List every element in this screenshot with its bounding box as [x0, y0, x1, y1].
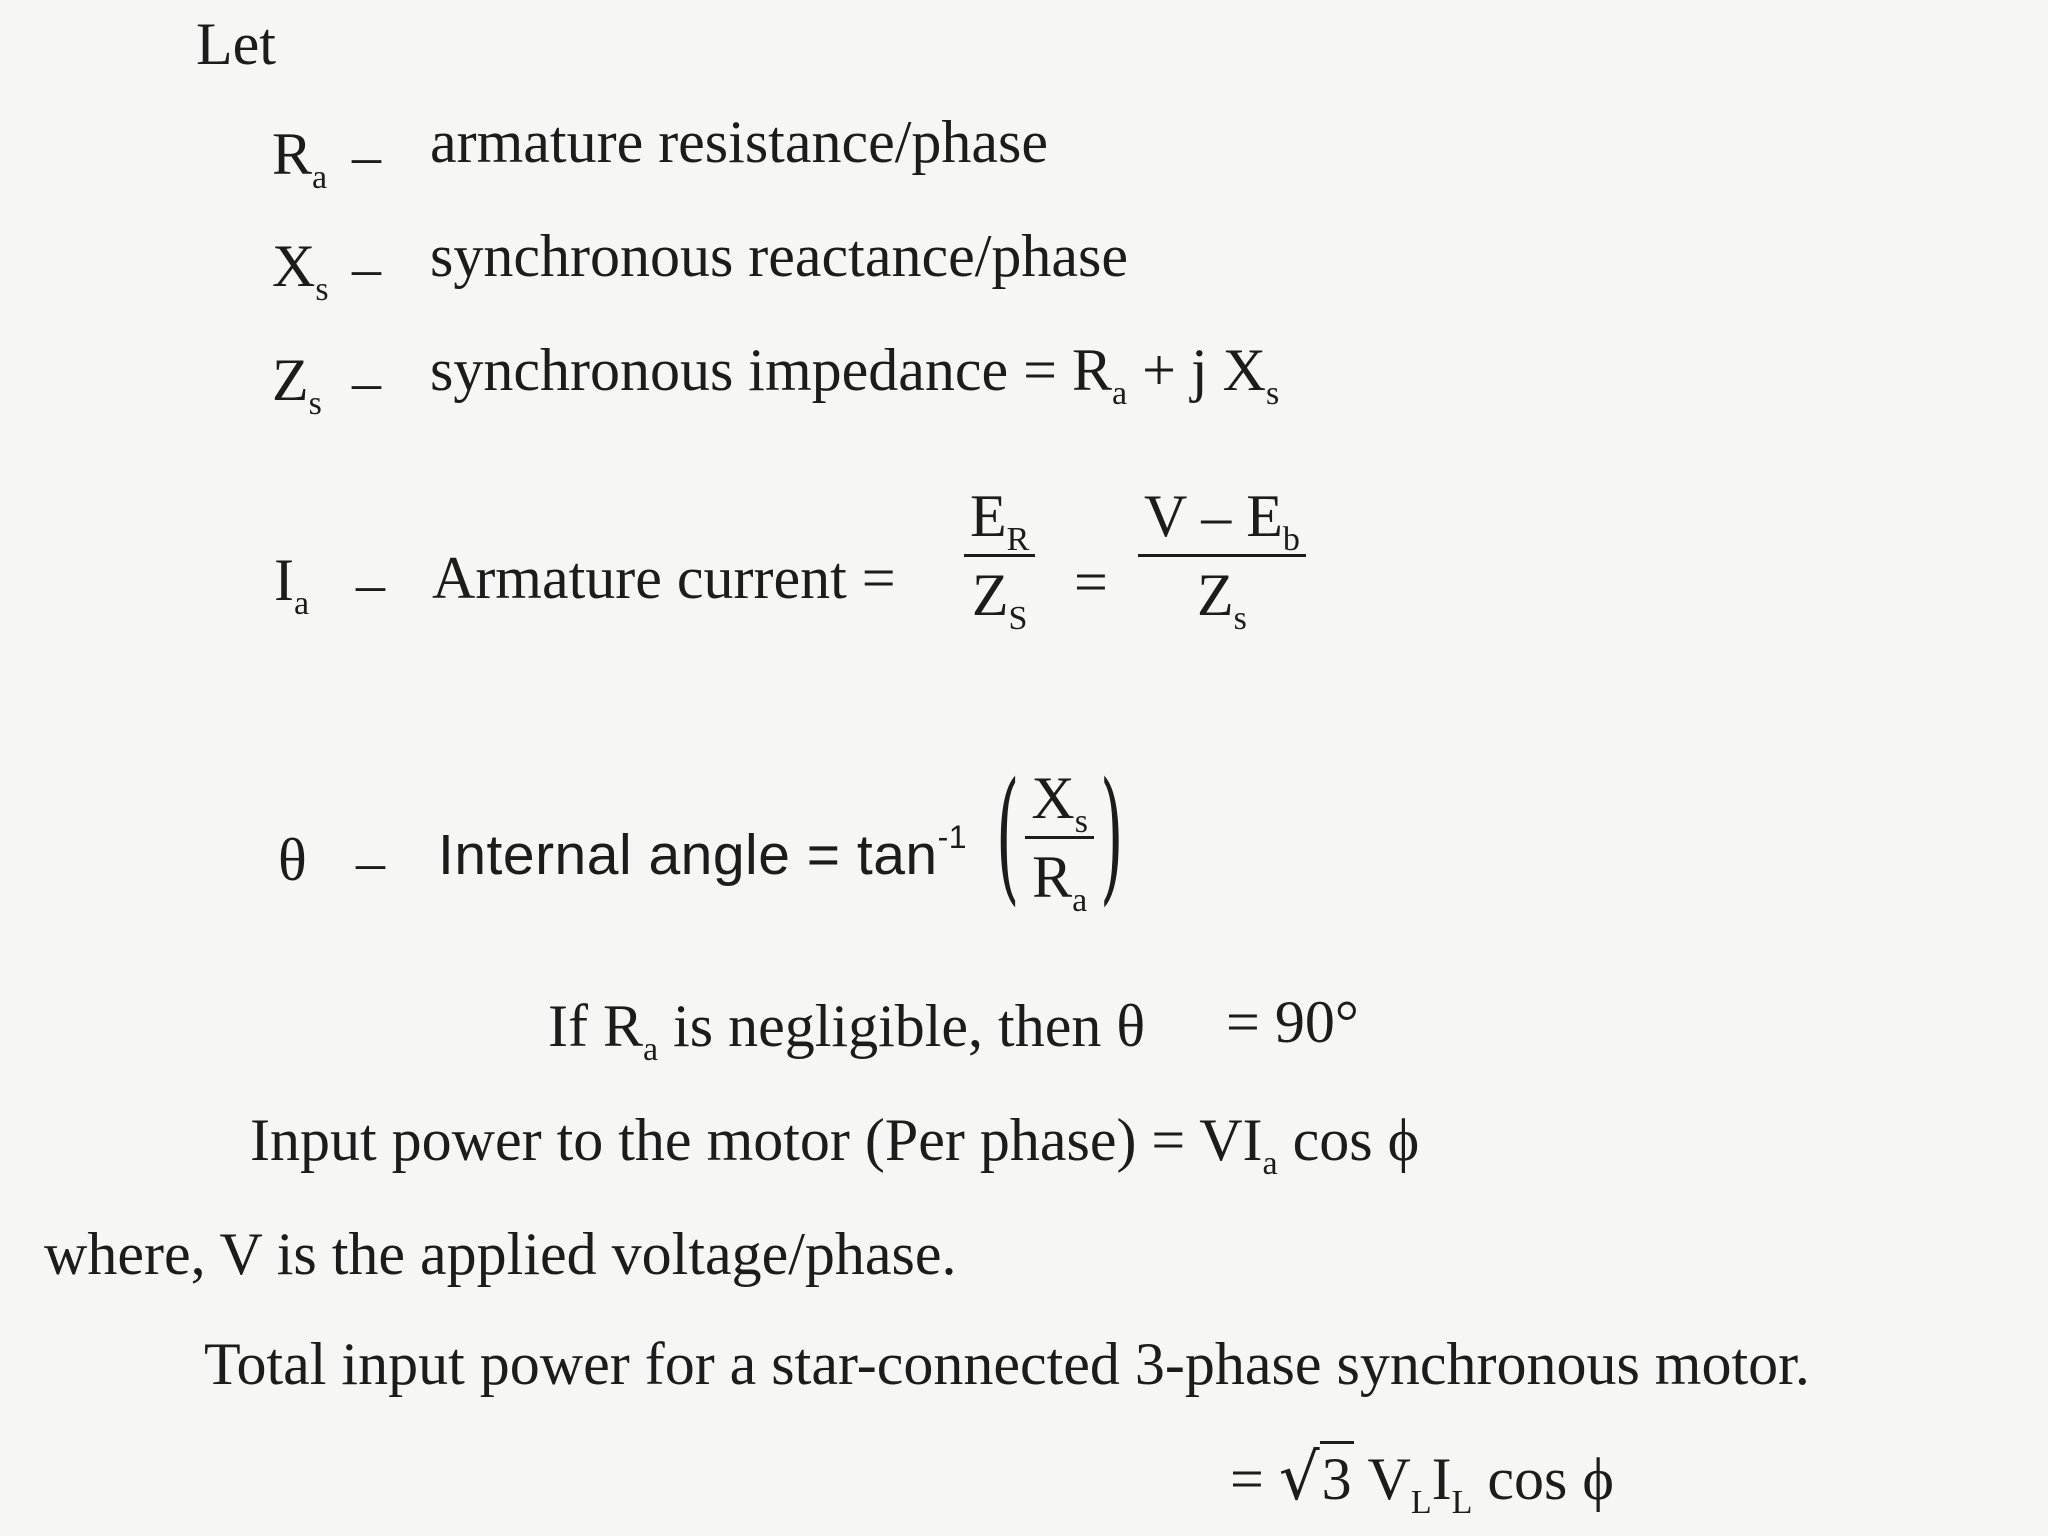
where-statement: where, V is the applied voltage/phase. [44, 1221, 957, 1287]
armature-current-fraction-1: $\frac{E_R}{Z_S}$ [964, 486, 1035, 625]
definition-zs: synchronous impedance = $R_a + j$ $X_s$ [430, 337, 1280, 412]
total-power-statement: Total input power for a star-connected 3-phase synchronous motor. [204, 1331, 1810, 1397]
definition-ra: armature resistance/phase [430, 109, 1049, 175]
input-power-equation: Input power to the motor (Per phase) = $VI_a$ cos ϕ [250, 1107, 1420, 1182]
dash: – [356, 551, 385, 616]
armature-current-label: Armature current = [432, 545, 896, 611]
negligible-result: = 90° [1226, 989, 1359, 1055]
dash: – [352, 235, 381, 300]
symbol-xs: $X_s$ [272, 233, 329, 308]
definition-xs: synchronous reactance/phase [430, 223, 1129, 289]
symbol-theta: θ [278, 827, 307, 893]
paren-left: ( [996, 753, 1020, 921]
square-root: √3 [1278, 1441, 1352, 1515]
paren-right: ) [1100, 753, 1124, 921]
internal-angle-label: Internal angle = $\tan^{-1}$ [438, 819, 968, 887]
equals-sign: = [1074, 549, 1108, 615]
internal-angle-fraction: ( $\frac{X_s}{R_a}$ ) [996, 753, 1124, 921]
total-power-equation: = √3 $V_LI_L$ cos ϕ [1230, 1441, 1614, 1521]
dash: – [356, 829, 385, 894]
symbol-ra: $R_a$ [272, 121, 328, 196]
intro-text: Let [196, 11, 276, 77]
symbol-zs: $Z_s$ [272, 347, 322, 422]
symbol-ia: $I_a$ [274, 547, 310, 622]
negligible-statement: If $R_a$ is negligible, then θ [548, 993, 1146, 1068]
armature-current-fraction-2: $\frac{V - E_b}{Z_s}$ [1138, 486, 1306, 625]
dash: – [352, 349, 381, 414]
dash: – [352, 123, 381, 188]
